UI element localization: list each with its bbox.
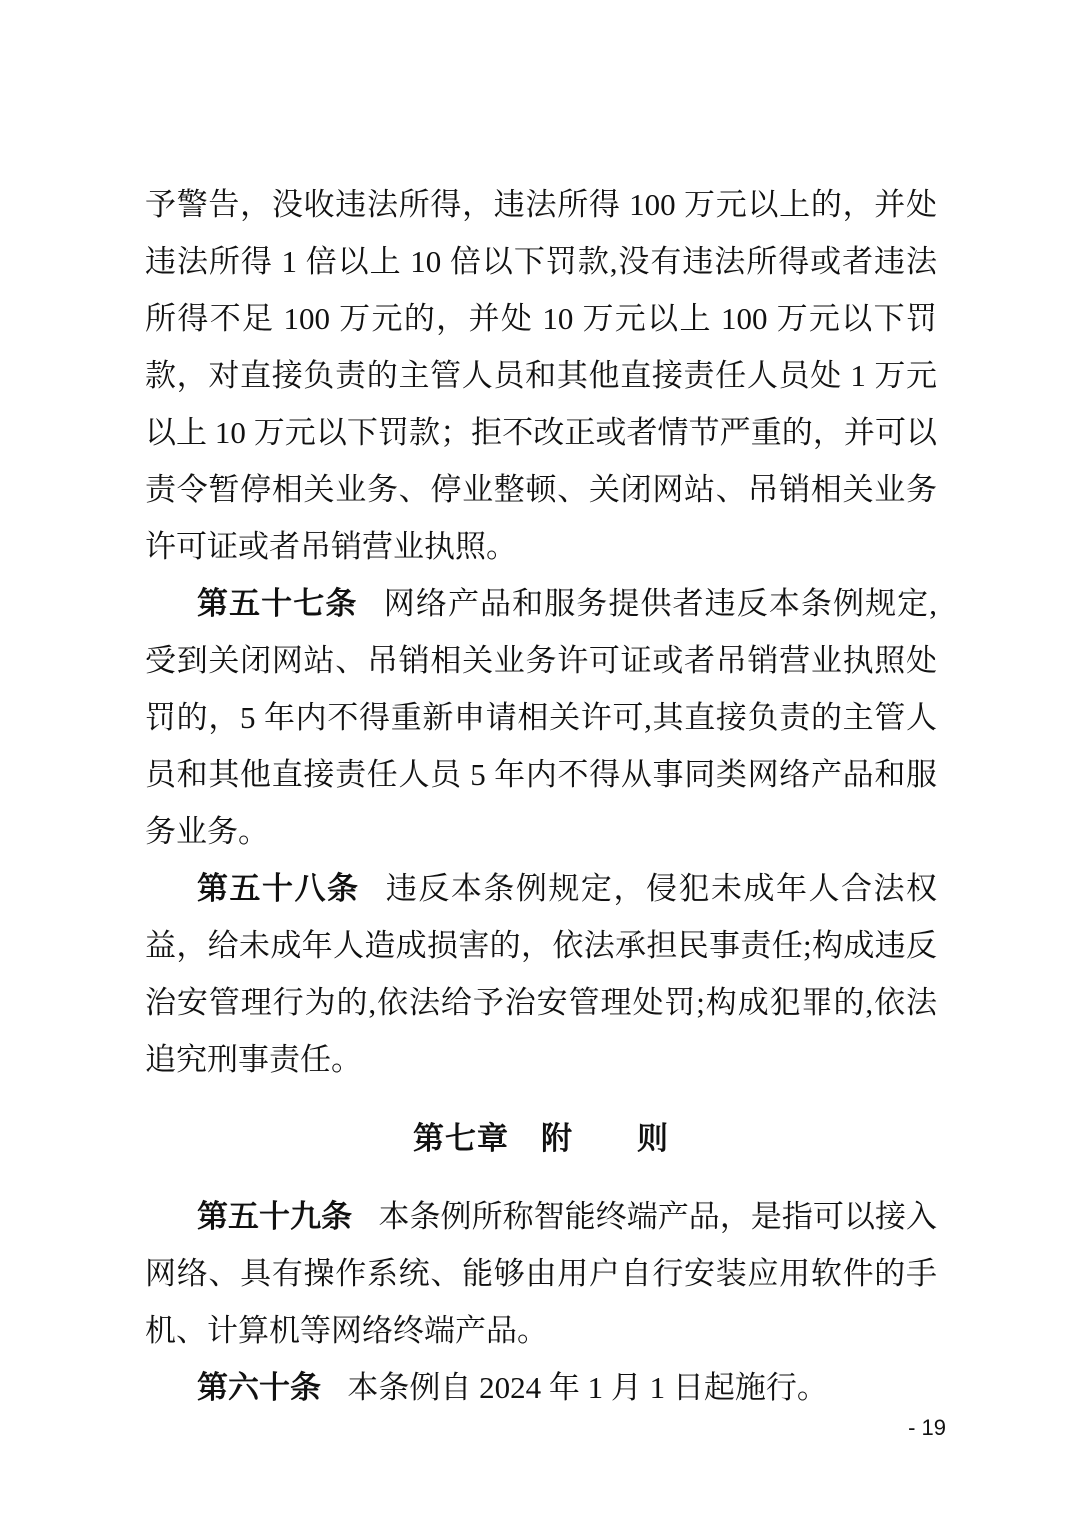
paragraph-article-58 bbox=[145, 860, 937, 1088]
chapter-heading: 第七章 附 则 bbox=[413, 1121, 669, 1156]
paragraph-text: 违反本条例规定，侵犯未成年人合法权益，给未成年人造成损害的，依法承担民事责任;构成违反治安管理行为的,依法给予治安管理处罚;构成犯罪的,依法追究刑事责任。 bbox=[145, 871, 938, 1077]
paragraph-article-57 bbox=[145, 575, 937, 860]
document-body bbox=[145, 176, 937, 1416]
page-number: - 19 bbox=[908, 1415, 946, 1440]
article-number: 第五十九条 bbox=[197, 1199, 353, 1234]
article-number: 第五十八条 bbox=[197, 871, 360, 906]
paragraph-text: 予警告，没收违法所得，违法所得 100 万元以上的，并处违法所得 1 倍以上 10 倍以下罚款,没有违法所得或者违法所得不足 100 万元的，并处 10 万元以上 100 万元以下罚款，对直接负责的主管人员和其他直接责任人员处 1 万元以上 10 万元以下罚款；拒不改正或者情节严重的，并可以责令暂停相关业务、停业整顿、关闭网站、吊销相关业务许可证或者吊销营业执照。 bbox=[145, 187, 937, 564]
paragraph-continuation bbox=[145, 176, 937, 575]
paragraph-text: 本条例所称智能终端产品，是指可以接入网络、具有操作系统、能够由用户自行安装应用软件的手机、计算机等网络终端产品。 bbox=[145, 1199, 938, 1348]
paragraph-article-60 bbox=[145, 1359, 937, 1416]
article-number: 第六十条 bbox=[197, 1370, 321, 1405]
paragraph-text: 本条例自 2024 年 1 月 1 日起施行。 bbox=[347, 1370, 828, 1405]
paragraph-text: 网络产品和服务提供者违反本条例规定,受到关闭网站、吊销相关业务许可证或者吊销营业执照处罚的，5 年内不得重新申请相关许可,其直接负责的主管人员和其他直接责任人员 5 年内不得从事同类网络产品和服务业务。 bbox=[145, 586, 938, 849]
paragraph-article-59 bbox=[145, 1188, 937, 1359]
article-number: 第五十七条 bbox=[197, 586, 358, 621]
